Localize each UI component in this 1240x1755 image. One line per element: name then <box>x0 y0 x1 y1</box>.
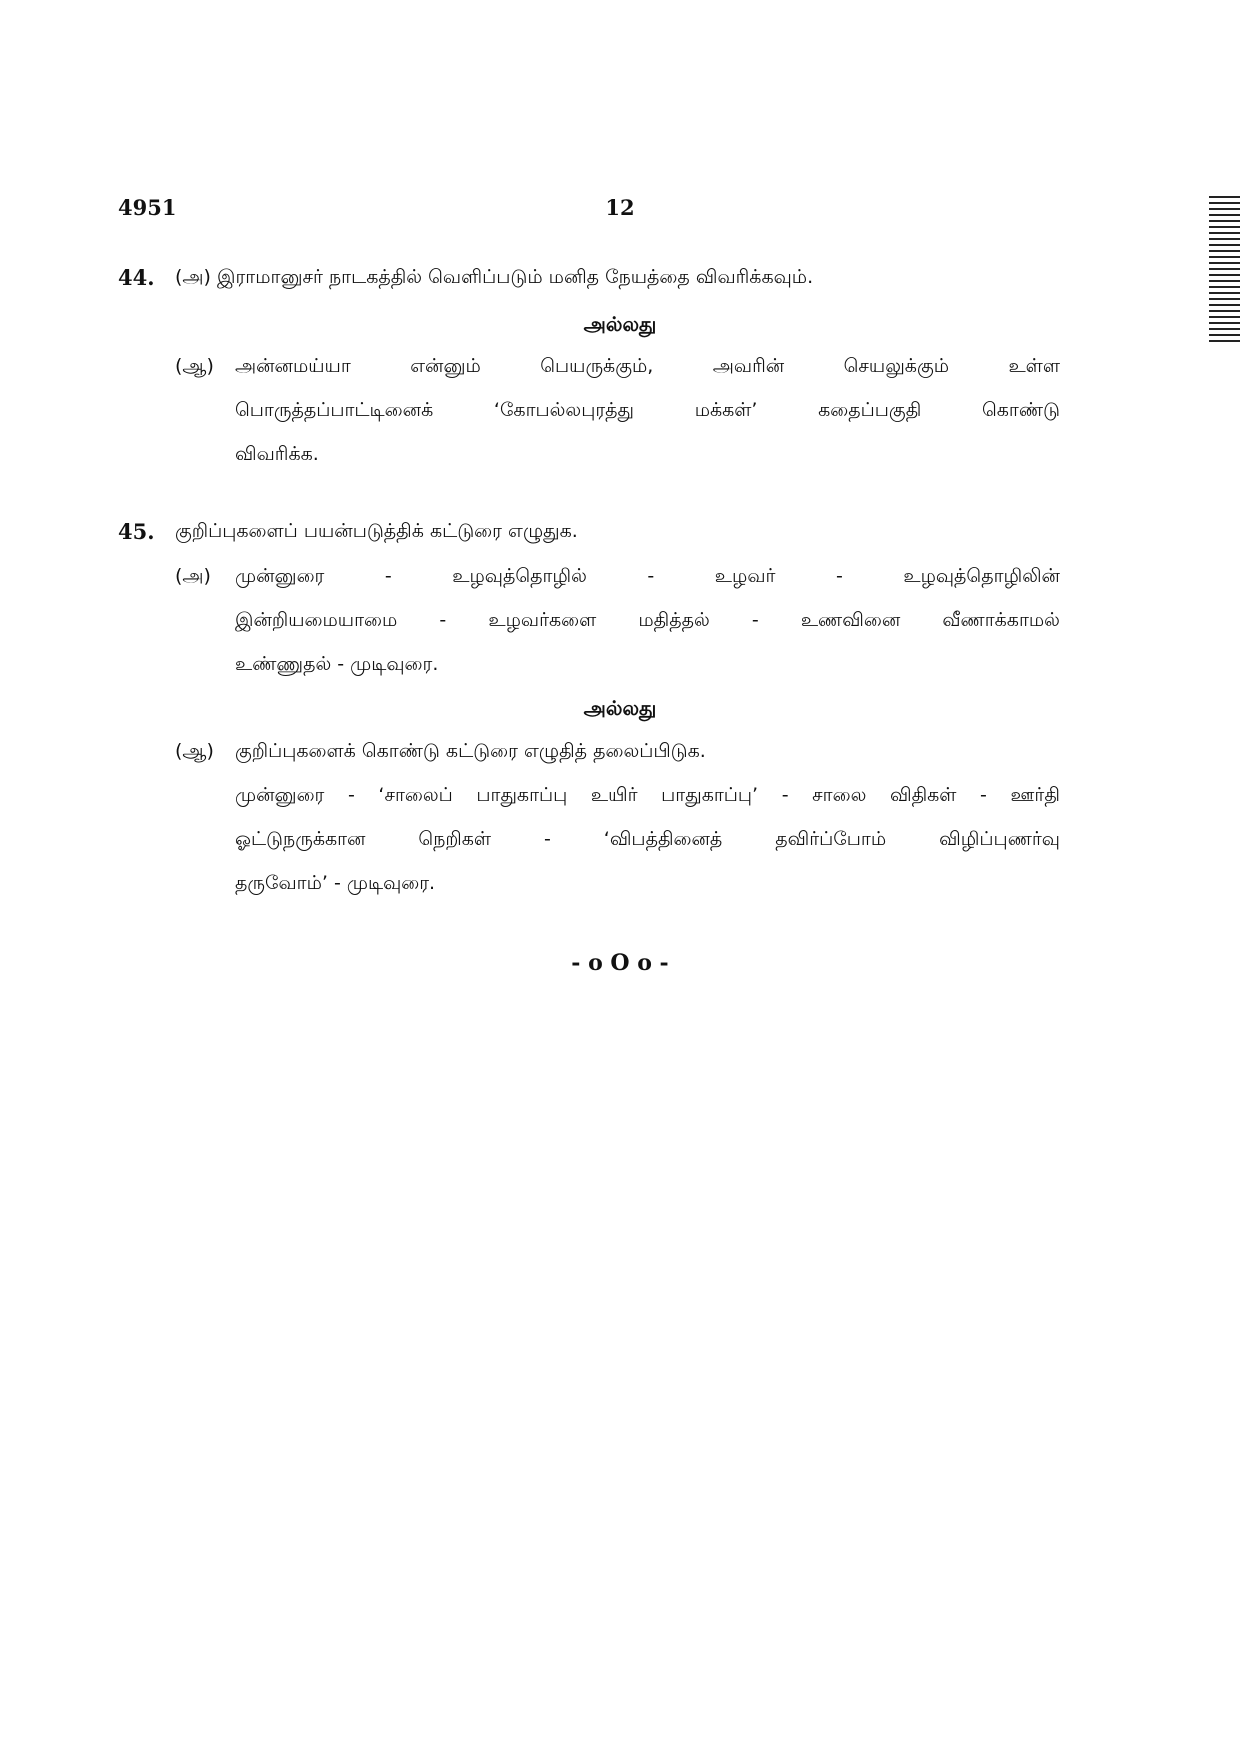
word: விதிகள் <box>889 784 957 806</box>
word: உணவினை <box>800 609 901 631</box>
word: ‘விபத்தினைத் <box>603 828 723 850</box>
q45-a-line-1 <box>235 565 1060 590</box>
word: உயிர் <box>590 784 638 806</box>
word: பெயருக்கும், <box>540 355 654 377</box>
barcode-marks <box>1209 196 1240 344</box>
word: உழவுத்தொழில் <box>452 565 587 587</box>
q45-intro: குறிப்புகளைப் பயன்படுத்திக் கட்டுரை எழுதுக. <box>175 520 578 542</box>
q45-b-label: (ஆ) <box>175 740 214 762</box>
q44-b-label: (ஆ) <box>175 355 214 377</box>
word: என்னும் <box>410 355 481 377</box>
word: பாதுகாப்பு’ <box>661 784 759 806</box>
word: கதைப்பகுதி <box>818 399 922 421</box>
question-number-45: 45. <box>118 519 155 544</box>
q45-b-intro: குறிப்புகளைக் கொண்டு கட்டுரை எழுதித் தலைப்பிடுக. <box>235 740 706 762</box>
q45-a-line-2 <box>235 609 1060 634</box>
q44-or-separator: அல்லது <box>583 312 657 336</box>
word: முன்னுரை <box>235 565 325 587</box>
page-number: 12 <box>605 195 635 220</box>
q44-a-label: (அ) <box>175 266 211 288</box>
word: உழவுத்தொழிலின் <box>903 565 1060 587</box>
word: முன்னுரை <box>235 784 325 806</box>
q45-or-separator: அல்லது <box>583 696 657 720</box>
word: - <box>347 784 355 806</box>
word: செயலுக்கும் <box>843 355 949 377</box>
word: - <box>751 609 759 631</box>
q45-b-line-3: தருவோம்’ - முடிவுரை. <box>235 872 436 894</box>
word: - <box>439 609 447 631</box>
word: மக்கள்’ <box>694 399 758 421</box>
word: அவரின் <box>712 355 785 377</box>
word: மதித்தல் <box>638 609 710 631</box>
q44-b-line-1 <box>235 355 1060 380</box>
page-code: 4951 <box>118 195 177 220</box>
word: ‘சாலைப் <box>378 784 453 806</box>
word: தவிர்ப்போம் <box>775 828 887 850</box>
word: பாதுகாப்பு <box>476 784 568 806</box>
q44-b-line-2 <box>235 399 1060 424</box>
word: பொருத்தப்பாட்டினைக் <box>235 399 434 421</box>
q44-option-a <box>175 266 813 291</box>
q44-b-line-3: விவரிக்க. <box>235 443 319 465</box>
word: இன்றியமையாமை <box>235 609 398 631</box>
word: வீணாக்காமல் <box>942 609 1060 631</box>
q44-a-text: இராமானுசர் நாடகத்தில் வெளிப்படும் மனித நேயத்தை விவரிக்கவும். <box>217 266 814 288</box>
q45-b-line-1 <box>235 784 1060 809</box>
word: விழிப்புணர்வு <box>939 828 1060 850</box>
word: ஓட்டுநருக்கான <box>235 828 366 850</box>
word: - <box>980 784 987 806</box>
end-mark: - o O o - <box>571 950 669 976</box>
word: ஊர்தி <box>1010 784 1060 806</box>
word: உள்ள <box>1008 355 1060 377</box>
q45-b-line-2 <box>235 828 1060 853</box>
word: - <box>781 784 789 806</box>
word: நெறிகள் <box>418 828 492 850</box>
word: அன்னமய்யா <box>235 355 351 377</box>
word: - <box>543 828 551 850</box>
word: ‘கோபல்லபுரத்து <box>493 399 635 421</box>
word: உழவர்களை <box>488 609 597 631</box>
word: - <box>384 565 392 587</box>
question-number-44: 44. <box>118 265 155 290</box>
word: - <box>835 565 843 587</box>
word: - <box>647 565 655 587</box>
word: சாலை <box>812 784 867 806</box>
q45-a-label: (அ) <box>175 565 211 587</box>
q45-a-line-3: உண்ணுதல் - முடிவுரை. <box>235 653 439 675</box>
word: உழவர் <box>714 565 776 587</box>
word: கொண்டு <box>981 399 1060 421</box>
